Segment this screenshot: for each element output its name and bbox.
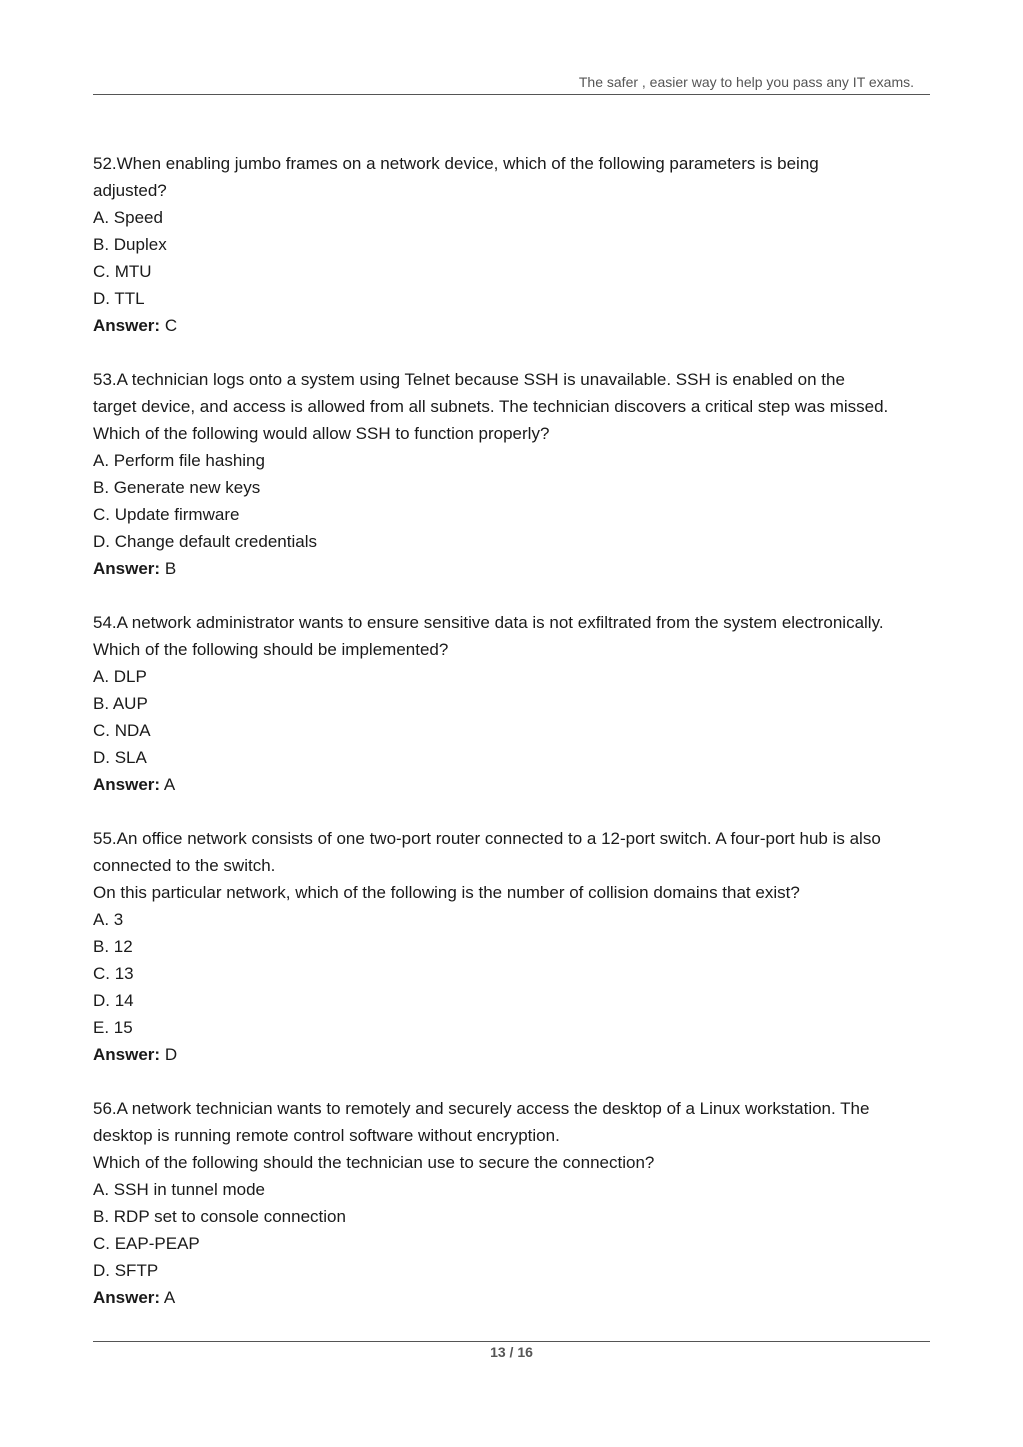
question-stem-line: 52.When enabling jumbo frames on a network device, which of the following parameters is being xyxy=(93,154,819,173)
page-header xyxy=(93,72,930,95)
question-56 xyxy=(93,1095,935,1311)
option-b: B. Generate new keys xyxy=(93,478,261,497)
answer-line xyxy=(93,771,935,798)
question-stem-line: On this particular network, which of the following is the number of collision domains that exist? xyxy=(93,883,800,902)
answer-label: Answer: xyxy=(93,1288,161,1307)
answer-label: Answer: xyxy=(93,316,161,335)
question-stem-line: adjusted? xyxy=(93,181,167,200)
answer-line xyxy=(93,312,935,339)
question-stem-line: Which of the following should the technician use to secure the connection? xyxy=(93,1153,655,1172)
option-c: C. MTU xyxy=(93,262,152,281)
question-stem-line: connected to the switch. xyxy=(93,856,276,875)
question-stem-line: target device, and access is allowed from all subnets. The technician discovers a critical step was missed. xyxy=(93,397,889,416)
option-c: C. EAP-PEAP xyxy=(93,1234,200,1253)
option-b: B. AUP xyxy=(93,694,148,713)
question-55 xyxy=(93,825,935,1068)
answer-line xyxy=(93,555,935,582)
header-tagline: The safer , easier way to help you pass any IT exams. xyxy=(578,74,914,90)
question-53 xyxy=(93,366,935,582)
option-d: D. SFTP xyxy=(93,1261,159,1280)
question-stem-line: Which of the following would allow SSH to function properly? xyxy=(93,424,550,443)
answer-line xyxy=(93,1041,935,1068)
page-number: 13 / 16 xyxy=(490,1344,533,1360)
option-a: A. SSH in tunnel mode xyxy=(93,1180,265,1199)
option-d: D. Change default credentials xyxy=(93,532,317,551)
answer-value: B xyxy=(164,559,177,578)
question-list xyxy=(93,150,935,1338)
question-52 xyxy=(93,150,935,339)
option-b: B. 12 xyxy=(93,937,133,956)
option-a: A. Speed xyxy=(93,208,163,227)
answer-label: Answer: xyxy=(93,775,161,794)
answer-value: D xyxy=(164,1045,178,1064)
option-d: D. 14 xyxy=(93,991,134,1010)
option-b: B. Duplex xyxy=(93,235,167,254)
option-d: D. SLA xyxy=(93,748,147,767)
option-b: B. RDP set to console connection xyxy=(93,1207,346,1226)
answer-value: A xyxy=(163,775,176,794)
answer-value: C xyxy=(164,316,178,335)
answer-label: Answer: xyxy=(93,559,161,578)
answer-value: A xyxy=(163,1288,176,1307)
option-c: C. 13 xyxy=(93,964,134,983)
answer-label: Answer: xyxy=(93,1045,161,1064)
option-a: A. DLP xyxy=(93,667,147,686)
answer-line xyxy=(93,1284,935,1311)
option-a: A. 3 xyxy=(93,910,124,929)
question-stem-line: Which of the following should be implemented? xyxy=(93,640,449,659)
page-footer xyxy=(93,1341,930,1362)
question-stem-line: 55.An office network consists of one two-port router connected to a 12-port switch. A four-port hub is also xyxy=(93,829,881,848)
question-54 xyxy=(93,609,935,798)
question-stem-line: 53.A technician logs onto a system using Telnet because SSH is unavailable. SSH is enabled on the xyxy=(93,370,845,389)
option-a: A. Perform file hashing xyxy=(93,451,265,470)
question-stem-line: desktop is running remote control software without encryption. xyxy=(93,1126,560,1145)
question-stem-line: 56.A network technician wants to remotely and securely access the desktop of a Linux workstation. The xyxy=(93,1099,870,1118)
option-c: C. Update firmware xyxy=(93,505,240,524)
option-c: C. NDA xyxy=(93,721,151,740)
option-e: E. 15 xyxy=(93,1018,133,1037)
question-stem-line: 54.A network administrator wants to ensure sensitive data is not exfiltrated from the system electronically. xyxy=(93,613,884,632)
option-d: D. TTL xyxy=(93,289,145,308)
